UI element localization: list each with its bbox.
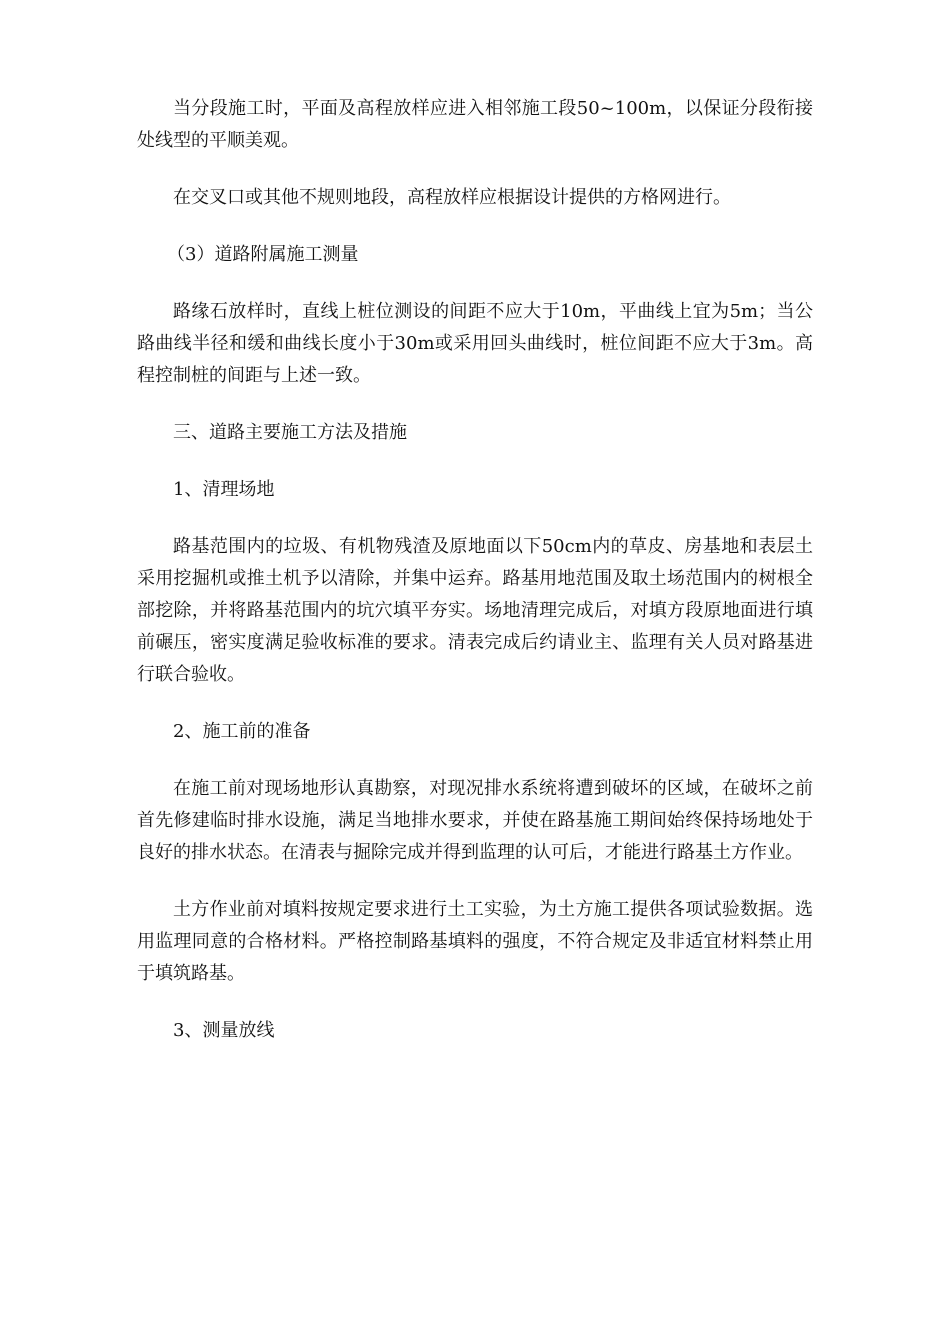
- heading-road-ancillary-survey: （3）道路附属施工测量: [167, 244, 359, 265]
- para-site-clearing: 路基范围内的垃圾、有机物残渣及原地面以下50cm内的草皮、房基地和表层土采用挖掘机或推土机予以清除，并集中运弃。路基用地范围及取土场范围内的树根全部挖除，并将路基范围内的坑穴填平夯实。场地清理完成后，对填方段原地面进行填前碾压，密实度满足验收标准的要求。清表完成后约请业主、监理有关人员对路基进行联合验收。: [137, 536, 813, 685]
- para-fill-testing: 土方作业前对填料按规定要求进行土工实验，为土方施工提供各项试验数据。选用监理同意的合格材料。严格控制路基填料的强度，不符合规定及非适宜材料禁止用于填筑路基。: [137, 899, 813, 984]
- para-intersection-setout: 在交叉口或其他不规则地段，高程放样应根据设计提供的方格网进行。: [173, 187, 731, 208]
- heading-site-clearing: 1、清理场地: [173, 479, 275, 500]
- heading-section-three: 三、道路主要施工方法及措施: [173, 422, 407, 443]
- para-curb-setout: 路缘石放样时，直线上桩位测设的间距不应大于10m，平曲线上宜为5m；当公路曲线半径和缓和曲线长度小于30m或采用回头曲线时，桩位间距不应大于3m。高程控制桩的间距与上述一致。: [137, 301, 813, 386]
- para-drainage-survey: 在施工前对现场地形认真勘察，对现况排水系统将遭到破坏的区域，在破坏之前首先修建临时排水设施，满足当地排水要求，并使在路基施工期间始终保持场地处于良好的排水状态。在清表与掘除完成并得到监理的认可后，才能进行路基土方作业。: [137, 778, 813, 863]
- heading-survey-layout: 3、测量放线: [173, 1020, 275, 1041]
- para-segmented-setout: 当分段施工时，平面及高程放样应进入相邻施工段50~100m，以保证分段衔接处线型的平顺美观。: [137, 98, 813, 151]
- heading-pre-construction: 2、施工前的准备: [173, 721, 311, 742]
- document-body: [137, 93, 813, 1072]
